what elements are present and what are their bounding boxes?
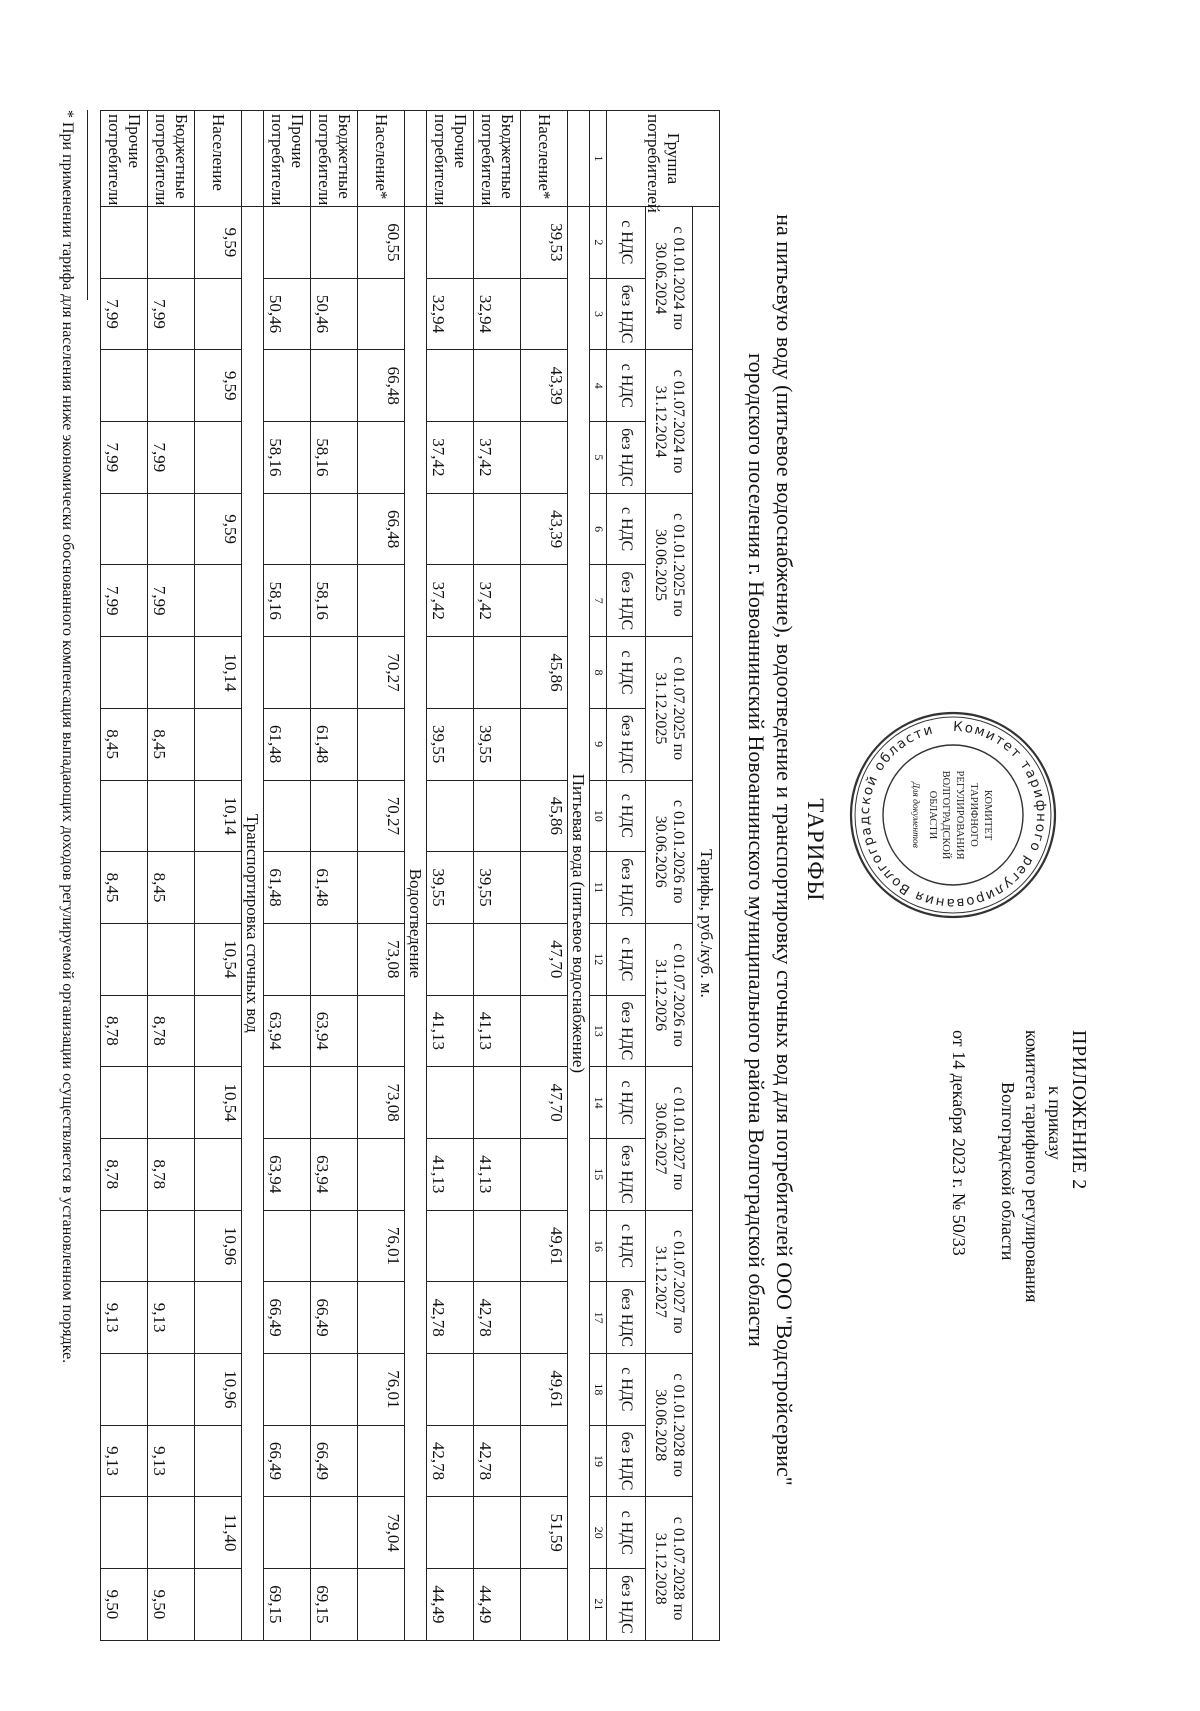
tariff-value: 39,53 (521, 207, 568, 279)
tariff-value: 9,50 (101, 1569, 148, 1641)
vat-without-header: без НДС (607, 995, 646, 1067)
column-number: 6 (590, 493, 607, 565)
section-row (242, 111, 264, 1641)
table-row (148, 111, 195, 1641)
tariff-value (311, 1354, 358, 1426)
period-header: с 01.01.2026 по 30.06.2026 (646, 780, 693, 923)
tariff-table (100, 110, 720, 1641)
header-row-tariffs (693, 111, 720, 1641)
period-header: с 01.01.2024 по 30.06.2024 (646, 207, 693, 350)
tariff-value (195, 422, 242, 494)
tariff-value (264, 207, 311, 279)
seal-line: Для документов (909, 782, 920, 848)
tariff-value: 70,27 (358, 637, 405, 709)
tariff-value: 41,13 (427, 995, 474, 1067)
tariff-value: 66,49 (311, 1425, 358, 1497)
tariff-value (195, 565, 242, 637)
seal-center-text (908, 750, 994, 880)
vat-without-header: без НДС (607, 278, 646, 350)
vat-with-header: с НДС (607, 923, 646, 995)
tariff-value: 8,45 (101, 708, 148, 780)
tariff-value: 45,86 (521, 780, 568, 852)
tariff-value: 8,45 (148, 852, 195, 924)
vat-without-header: без НДС (607, 708, 646, 780)
tariff-value (101, 1067, 148, 1139)
tariff-value: 9,59 (195, 493, 242, 565)
tariff-value (264, 1067, 311, 1139)
tariff-value (148, 1497, 195, 1569)
tariff-value (427, 207, 474, 279)
tariff-value (148, 1067, 195, 1139)
tariff-value: 73,08 (358, 1067, 405, 1139)
tariff-value: 41,13 (474, 1138, 521, 1210)
column-number: 15 (590, 1138, 607, 1210)
vat-with-header: с НДС (607, 637, 646, 709)
tariff-value (195, 1569, 242, 1641)
tariff-value (358, 1425, 405, 1497)
consumer-group: Население (195, 111, 242, 207)
table-row (358, 111, 405, 1641)
period-header: с 01.07.2028 по 31.12.2028 (646, 1497, 693, 1640)
tariff-value (521, 1138, 568, 1210)
tariff-value (521, 852, 568, 924)
tariff-value (101, 637, 148, 709)
tariff-value: 76,01 (358, 1210, 405, 1282)
table-row (474, 111, 521, 1641)
tariff-value: 63,94 (311, 1138, 358, 1210)
tariff-value: 50,46 (264, 278, 311, 350)
tariff-value: 79,04 (358, 1497, 405, 1569)
tariff-value (148, 1210, 195, 1282)
tariff-value (474, 780, 521, 852)
tariff-value: 58,16 (264, 422, 311, 494)
section-row (568, 111, 590, 1641)
column-number: 17 (590, 1282, 607, 1354)
tariff-value (148, 923, 195, 995)
tariff-value: 9,13 (101, 1425, 148, 1497)
tariff-value: 63,94 (264, 1138, 311, 1210)
tariff-value (427, 350, 474, 422)
tariff-value: 51,59 (521, 1497, 568, 1569)
region-name: Волгоградской области (998, 1082, 1019, 1261)
vat-without-header: без НДС (607, 1425, 646, 1497)
document-subtitle (742, 10, 798, 1690)
tariff-value: 7,99 (148, 565, 195, 637)
tariff-value: 70,27 (358, 780, 405, 852)
tariff-value (195, 708, 242, 780)
tariff-value (311, 780, 358, 852)
tariff-value: 66,49 (264, 1425, 311, 1497)
tariff-value: 60,55 (358, 207, 405, 279)
tariff-value: 9,50 (148, 1569, 195, 1641)
tariff-value (521, 565, 568, 637)
tariff-value: 39,55 (474, 708, 521, 780)
tariff-value (101, 1354, 148, 1426)
tariff-value: 9,13 (148, 1425, 195, 1497)
tariff-value (101, 923, 148, 995)
seal-line: ВОЛГОГРАДСКОЙ (940, 770, 952, 860)
vat-with-header: с НДС (607, 1210, 646, 1282)
official-seal (848, 710, 1058, 920)
column-number: 13 (590, 995, 607, 1067)
tariff-value: 42,78 (474, 1282, 521, 1354)
tariff-value: 73,08 (358, 923, 405, 995)
tariff-value: 63,94 (311, 995, 358, 1067)
vat-with-header: с НДС (607, 1354, 646, 1426)
tariff-value (311, 637, 358, 709)
table-row (311, 111, 358, 1641)
appendix-label: ПРИЛОЖЕНИЕ 2 (1068, 1030, 1090, 1190)
tariff-value (474, 493, 521, 565)
tariff-value: 39,55 (427, 708, 474, 780)
vat-without-header: без НДС (607, 1138, 646, 1210)
column-number: 4 (590, 350, 607, 422)
consumer-group: Прочие потребители (427, 111, 474, 207)
vat-with-header: с НДС (607, 780, 646, 852)
period-header: с 01.07.2024 по 31.12.2024 (646, 350, 693, 493)
column-number: 12 (590, 923, 607, 995)
subtitle-line-1: на питьевую воду (питьевое водоснабжение), водоотведение и транспортировку сточных вод для потребителей ООО "Водстройсервис" (772, 214, 797, 1486)
consumer-group: Бюджетные потребители (474, 111, 521, 207)
tariff-value (474, 1354, 521, 1426)
tariff-value (195, 278, 242, 350)
tariff-value: 9,59 (195, 350, 242, 422)
tariff-value: 43,39 (521, 350, 568, 422)
tariff-value (358, 708, 405, 780)
column-number-row (590, 111, 607, 1641)
vat-without-header: без НДС (607, 852, 646, 924)
seal-line: РЕГУЛИРОВАНИЯ (954, 770, 966, 860)
tariff-value: 58,16 (311, 565, 358, 637)
tariff-value (427, 780, 474, 852)
period-header: с 01.01.2028 по 30.06.2028 (646, 1354, 693, 1497)
tariff-value (474, 207, 521, 279)
tariff-value: 37,42 (427, 422, 474, 494)
tariff-value: 49,61 (521, 1210, 568, 1282)
tariff-value (195, 852, 242, 924)
tariff-value: 7,99 (148, 278, 195, 350)
tariff-value (521, 708, 568, 780)
tariff-value (195, 1425, 242, 1497)
column-number: 9 (590, 708, 607, 780)
tariff-value (311, 1067, 358, 1139)
column-number: 2 (590, 207, 607, 279)
tariff-value: 7,99 (148, 422, 195, 494)
period-header: с 01.01.2025 по 30.06.2025 (646, 493, 693, 636)
tariff-value (474, 923, 521, 995)
tariff-value (264, 1497, 311, 1569)
tariff-unit-header: Тарифы, руб./куб. м. (693, 207, 720, 1641)
table-row (101, 111, 148, 1641)
section-title: Водоотведение (405, 207, 427, 1641)
tariff-value: 63,94 (264, 995, 311, 1067)
column-number: 18 (590, 1354, 607, 1426)
column-number: 10 (590, 780, 607, 852)
tariff-value: 66,49 (264, 1282, 311, 1354)
tariff-value: 37,42 (427, 565, 474, 637)
order-date-number: от 14 декабря 2023 г. № 50/33 (948, 1030, 969, 1256)
tariff-value (311, 493, 358, 565)
section-row (405, 111, 427, 1641)
tariff-value (427, 493, 474, 565)
tariff-value (101, 207, 148, 279)
table-row (195, 111, 242, 1641)
tariff-value (427, 923, 474, 995)
consumer-group: Прочие потребители (101, 111, 148, 207)
tariff-value (427, 637, 474, 709)
tariff-value (521, 278, 568, 350)
tariff-value (148, 207, 195, 279)
vat-without-header: без НДС (607, 565, 646, 637)
consumer-group: Бюджетные потребители (311, 111, 358, 207)
tariff-value: 9,13 (148, 1282, 195, 1354)
section-spacer (405, 111, 427, 207)
tariff-value (148, 493, 195, 565)
tariff-value: 47,70 (521, 923, 568, 995)
group-header: Группа потребителей (607, 111, 720, 207)
tariff-value (264, 350, 311, 422)
tariff-value (101, 1497, 148, 1569)
vat-with-header: с НДС (607, 1497, 646, 1569)
tariff-value: 43,39 (521, 493, 568, 565)
consumer-group: Прочие потребители (264, 111, 311, 207)
vat-without-header: без НДС (607, 1569, 646, 1641)
tariff-value (264, 493, 311, 565)
footnote-divider (87, 110, 88, 300)
section-spacer (568, 111, 590, 207)
section-title: Транспортировка сточных вод (242, 207, 264, 1641)
table-row (521, 111, 568, 1641)
subtitle-line-2: городского поселения г. Новоаннинский Новоаннинского муниципального района Волгоградской области (743, 353, 769, 1347)
tariff-value (358, 278, 405, 350)
vat-without-header: без НДС (607, 422, 646, 494)
tariff-value: 9,13 (101, 1282, 148, 1354)
tariff-value (101, 780, 148, 852)
tariff-value: 8,45 (101, 852, 148, 924)
consumer-group: Население* (358, 111, 405, 207)
tariff-value (148, 1354, 195, 1426)
rotated-landscape-sheet (20, 10, 1150, 1690)
tariff-value: 32,94 (427, 278, 474, 350)
tariff-value (358, 1138, 405, 1210)
tariff-value: 10,96 (195, 1210, 242, 1282)
tariff-value: 10,14 (195, 780, 242, 852)
tariff-value: 41,13 (427, 1138, 474, 1210)
tariff-value: 42,78 (427, 1425, 474, 1497)
tariff-value (195, 1138, 242, 1210)
column-number: 21 (590, 1569, 607, 1641)
tariff-value (311, 923, 358, 995)
tariff-value: 39,55 (427, 852, 474, 924)
header-row-periods (646, 111, 693, 1641)
column-number: 1 (590, 111, 607, 207)
tariff-value: 8,78 (148, 1138, 195, 1210)
tariff-value: 44,49 (427, 1569, 474, 1641)
order-reference: к приказу (1045, 1086, 1065, 1160)
tariff-value: 9,59 (195, 207, 242, 279)
column-number: 7 (590, 565, 607, 637)
tariff-value: 37,42 (474, 565, 521, 637)
vat-with-header: с НДС (607, 207, 646, 279)
tariff-value: 32,94 (474, 278, 521, 350)
tariff-value: 37,42 (474, 422, 521, 494)
vat-with-header: с НДС (607, 350, 646, 422)
tariff-value: 7,99 (101, 565, 148, 637)
tariff-value: 61,48 (264, 852, 311, 924)
tariff-value (358, 1569, 405, 1641)
vat-with-header: с НДС (607, 493, 646, 565)
tariff-value: 69,15 (264, 1569, 311, 1641)
tariff-value (311, 350, 358, 422)
tariff-value: 10,96 (195, 1354, 242, 1426)
seal-line: КОМИТЕТ (982, 789, 993, 841)
tariff-value: 42,78 (474, 1425, 521, 1497)
tariff-value: 10,14 (195, 637, 242, 709)
tariff-value: 76,01 (358, 1354, 405, 1426)
tariff-value (474, 350, 521, 422)
tariff-value (521, 422, 568, 494)
tariff-value: 66,48 (358, 350, 405, 422)
header-row-vat (607, 111, 646, 1641)
tariff-value (474, 1067, 521, 1139)
column-number: 5 (590, 422, 607, 494)
tariff-value (427, 1354, 474, 1426)
tariff-value (311, 1497, 358, 1569)
tariff-value: 45,86 (521, 637, 568, 709)
tariff-value: 61,48 (264, 708, 311, 780)
tariff-value (521, 1569, 568, 1641)
tariff-value: 7,99 (101, 278, 148, 350)
tariff-value (264, 637, 311, 709)
tariff-value: 10,54 (195, 923, 242, 995)
tariff-value: 61,48 (311, 708, 358, 780)
consumer-group: Бюджетные потребители (148, 111, 195, 207)
tariff-value (358, 995, 405, 1067)
tariff-value: 7,99 (101, 422, 148, 494)
committee-name: комитета тарифного регулирования (1021, 1030, 1042, 1303)
tariff-value: 41,13 (474, 995, 521, 1067)
vat-without-header: без НДС (607, 1282, 646, 1354)
tariff-value: 66,48 (358, 493, 405, 565)
tariff-value: 49,61 (521, 1354, 568, 1426)
footnote: * При применении тарифа для населения ниже экономически обоснованного компенсация выпадающих доходов регулируемой организации осуществляется в установленном порядке. (59, 110, 76, 1364)
tariff-value (101, 350, 148, 422)
tariff-value: 8,78 (148, 995, 195, 1067)
period-header: с 01.07.2025 по 31.12.2025 (646, 637, 693, 780)
tariff-value (358, 565, 405, 637)
tariff-value: 8,78 (101, 1138, 148, 1210)
seal-line: ТАРИФНОГО (968, 783, 980, 847)
column-number: 19 (590, 1425, 607, 1497)
tariff-value (264, 780, 311, 852)
tariff-value (101, 1210, 148, 1282)
tariff-value: 69,15 (311, 1569, 358, 1641)
tariff-value (264, 923, 311, 995)
tariff-value (427, 1210, 474, 1282)
tariff-value: 39,55 (474, 852, 521, 924)
document-title: ТАРИФЫ (803, 798, 828, 902)
tariff-value (521, 1425, 568, 1497)
tariff-value (311, 1210, 358, 1282)
tariff-value: 50,46 (311, 278, 358, 350)
column-number: 14 (590, 1067, 607, 1139)
section-title: Питьевая вода (питьевое водоснабжение) (568, 207, 590, 1641)
tariff-value: 47,70 (521, 1067, 568, 1139)
tariff-value (358, 1282, 405, 1354)
section-spacer (242, 111, 264, 207)
table-row (264, 111, 311, 1641)
tariff-value: 44,49 (474, 1569, 521, 1641)
tariff-value (101, 493, 148, 565)
tariff-value: 66,49 (311, 1282, 358, 1354)
tariff-value (521, 995, 568, 1067)
tariff-value: 8,78 (101, 995, 148, 1067)
tariff-value: 11,40 (195, 1497, 242, 1569)
tariff-value (427, 1497, 474, 1569)
period-header: с 01.07.2026 по 31.12.2026 (646, 923, 693, 1066)
column-number: 20 (590, 1497, 607, 1569)
seal-ring-text: Комитет тарифного регулирования Волгоградской области (856, 718, 1050, 912)
tariff-value (358, 422, 405, 494)
period-header: с 01.01.2027 по 30.06.2027 (646, 1067, 693, 1210)
vat-with-header: с НДС (607, 1067, 646, 1139)
column-number: 11 (590, 852, 607, 924)
period-header: с 01.07.2027 по 31.12.2027 (646, 1210, 693, 1353)
tariff-value (311, 207, 358, 279)
tariff-value (474, 1210, 521, 1282)
tariff-value: 8,45 (148, 708, 195, 780)
tariff-value: 42,78 (427, 1282, 474, 1354)
seal-line: ОБЛАСТИ (926, 790, 938, 840)
column-number: 16 (590, 1210, 607, 1282)
tariff-value (148, 350, 195, 422)
tariff-value (358, 852, 405, 924)
tariff-value (427, 1067, 474, 1139)
tariff-value: 61,48 (311, 852, 358, 924)
tariff-value (474, 1497, 521, 1569)
tariff-value (195, 995, 242, 1067)
tariff-value (195, 1282, 242, 1354)
column-number: 8 (590, 637, 607, 709)
tariff-value (264, 1210, 311, 1282)
tariff-value (264, 1354, 311, 1426)
tariff-value: 10,54 (195, 1067, 242, 1139)
tariff-value: 58,16 (311, 422, 358, 494)
tariff-value: 58,16 (264, 565, 311, 637)
approval-block (946, 1030, 1092, 1530)
table-row (427, 111, 474, 1641)
column-number: 3 (590, 278, 607, 350)
tariff-value (521, 1282, 568, 1354)
consumer-group: Население* (521, 111, 568, 207)
tariff-value (474, 637, 521, 709)
tariff-value (148, 637, 195, 709)
tariff-value (148, 780, 195, 852)
